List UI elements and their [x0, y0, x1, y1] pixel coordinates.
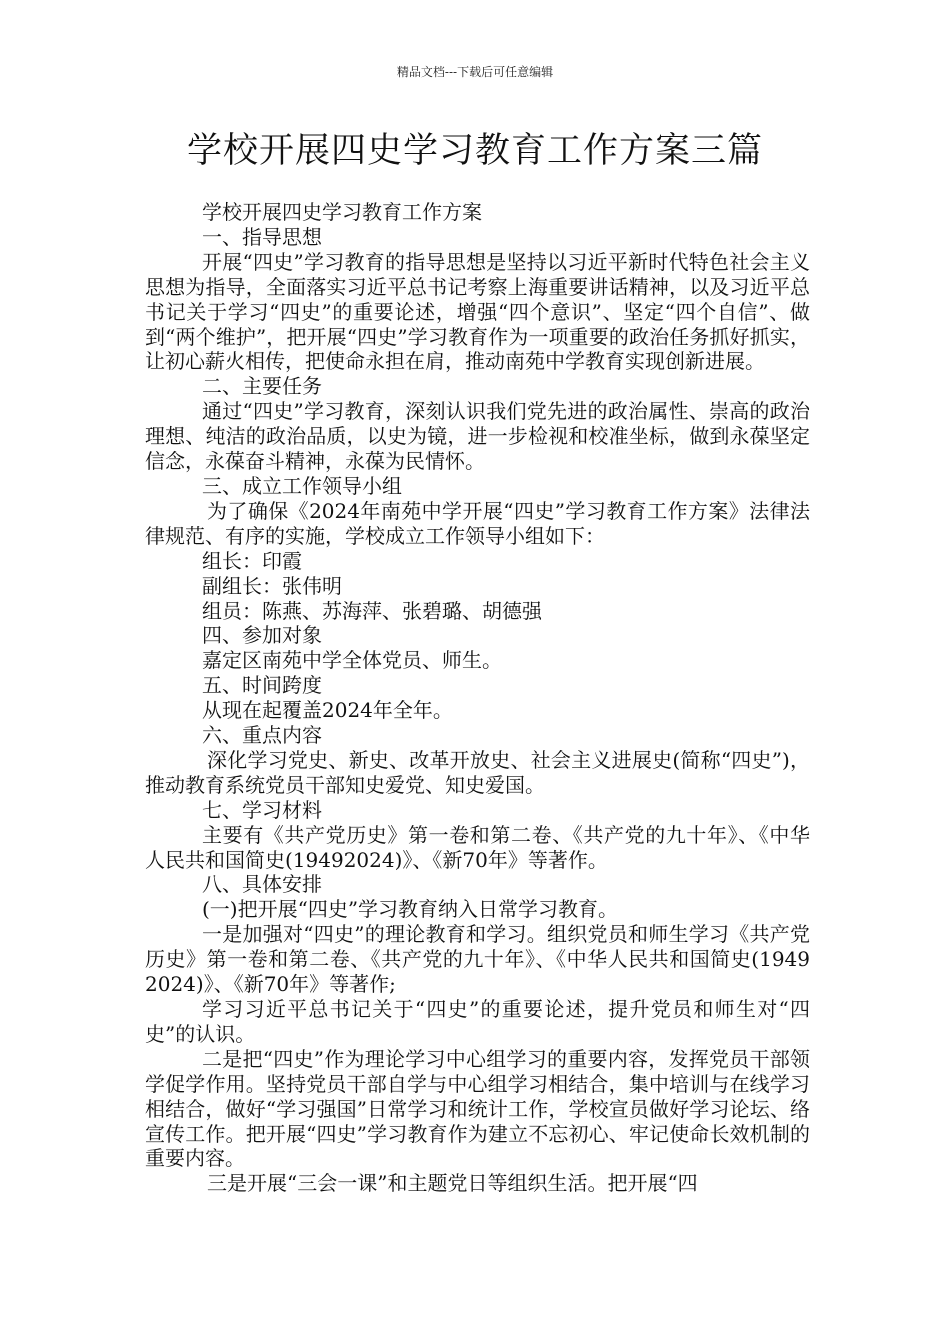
document-title: 学校开展四史学习教育工作方案三篇 — [186, 131, 763, 171]
body-paragraph: 通过“四史”学习教育，深刻认识我们党先进的政治属性、崇高的政治理想、纯洁的政治品质，以史为镜，进一步检视和校准坐标，做到永葆坚定信念，永葆奋斗精神，永葆为民情怀。 — [145, 399, 810, 474]
body-paragraph: 主要有《共产党历史》第一卷和第二卷、《共产党的九十年》、《中华人民共和国简史(19492024)》、《新70年》等著作。 — [145, 822, 810, 872]
body-paragraph: 学习习近平总书记关于“四史”的重要论述，提升党员和师生对“四史”的认识。 — [145, 997, 810, 1046]
body-paragraph: 二是把“四史”作为理论学习中心组学习的重要内容，发挥党员干部领学促学作用。坚持党员干部自学与中心组学习相结合，集中培训与在线学习相结合，做好“学习强国”日常学习和统计工作，学校宣员做好学习论坛、络宣传工作。把开展“四史”学习教育作为建立不忘初心、牢记使命长效机制的重要内容。 — [145, 1046, 810, 1171]
body-paragraph: 副组长：张伟明 — [202, 573, 342, 598]
section-heading: 六、重点内容 — [202, 723, 322, 748]
section-heading: 一、指导思想 — [202, 224, 322, 249]
sub-heading: (一)把开展“四史”学习教育纳入日常学习教育。 — [202, 897, 619, 922]
section-heading: 八、具体安排 — [202, 872, 322, 897]
body-paragraph: 组长：印霞 — [202, 548, 302, 573]
section-subtitle: 学校开展四史学习教育工作方案 — [202, 200, 482, 224]
body-paragraph: 深化学习党史、新史、改革开放史、社会主义进展史(简称“四史”)，推动教育系统党员干部知史爱党、知史爱国。 — [145, 747, 810, 797]
body-paragraph: 组员：陈燕、苏海萍、张碧璐、胡德强 — [202, 598, 542, 623]
section-heading: 五、时间跨度 — [202, 673, 322, 698]
section-heading: 四、参加对象 — [202, 623, 322, 648]
body-paragraph: 为了确保《2024年南苑中学开展“四史”学习教育工作方案》法律法律规范、有序的实施，学校成立工作领导小组如下： — [145, 498, 810, 548]
body-paragraph: 三是开展“三会一课”和主题党日等组织生活。把开展“四 — [207, 1171, 698, 1196]
body-paragraph: 开展“四史”学习教育的指导思想是坚持以习近平新时代特色社会主义思想为指导，全面落实习近平总书记考察上海重要讲话精神，以及习近平总书记关于学习“四史”的重要论述，增强“四个意识”、坚定“四个自信”、做到“两个维护”，把开展“四史”学习教育作为一项重要的政治任务抓好抓实，让初心薪火相传，把使命永担在肩，推动南苑中学教育实现创新进展。 — [145, 249, 810, 374]
body-paragraph: 从现在起覆盖2024年全年。 — [202, 698, 453, 723]
body-paragraph: 嘉定区南苑中学全体党员、师生。 — [202, 648, 502, 673]
section-heading: 二、主要任务 — [202, 374, 322, 399]
section-heading: 七、学习材料 — [202, 797, 322, 822]
section-heading: 三、成立工作领导小组 — [202, 473, 402, 498]
header-note: 精品文档---下载后可任意编辑 — [396, 65, 554, 79]
document-body — [145, 200, 810, 1196]
body-paragraph: 一是加强对“四史”的理论教育和学习。组织党员和师生学习《共产党历史》第一卷和第二卷、《共产党的九十年》、《中华人民共和国简史(1949 2024)》、《新70年》等著作; — [145, 922, 810, 997]
